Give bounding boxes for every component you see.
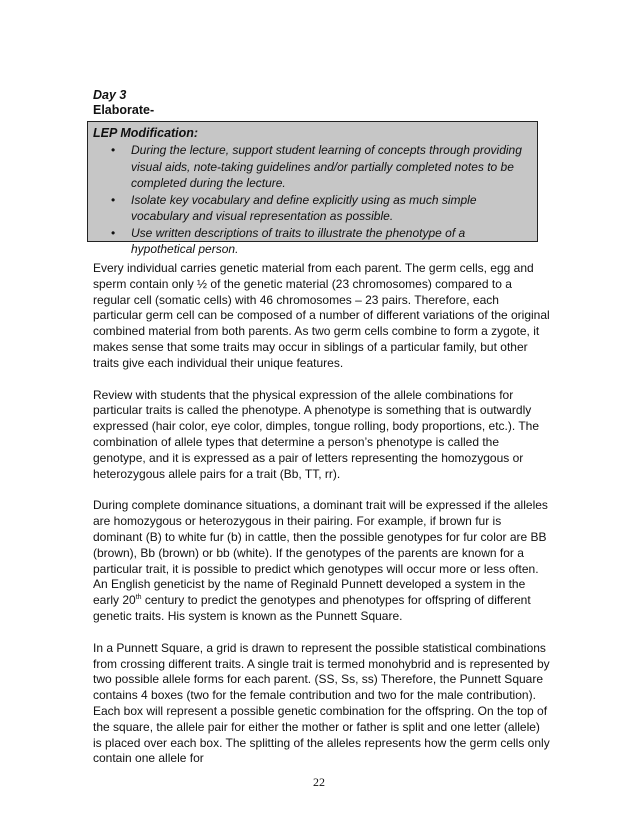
page-number: 22 xyxy=(313,775,325,789)
paragraph-phenotype: Review with students that the physical expression of the allele combinations for particular traits is called the phenotype. A phenotype is something that is outwardly expressed (hair color, eye color, dimples, tongue rolling, body proportions, etc.). The combination of allele types that determine a person’s phenotype is called the genotype, and it is expressed as a pair of letters representing the homozygous or heterozygous allele pairs for a trait (Bb, TT, rr). xyxy=(93,387,540,481)
lep-item xyxy=(93,142,531,192)
lep-item xyxy=(93,192,531,225)
bullet-icon: • xyxy=(111,143,116,157)
lep-list xyxy=(93,142,531,258)
ordinal-suffix: th xyxy=(135,594,142,602)
dominance-text: During complete dominance situations, a dominant trait will be expressed if the alleles are homozygous or heterozygous in their pairing. For example, if brown fur is dominant (B) to white fur (b) in cattle, then the possible genotypes for fur color are BB (brown), Bb (brown) or bb (white). If the genotypes of the parents are known for a particular trait, it is possible to predict which genotypes will occur more or less often. An English geneticist by the name of Reginald Punnett developed a system in the early 20 xyxy=(93,498,548,608)
paragraph-punnett: In a Punnett Square, a grid is drawn to represent the possible statistical combinations from crossing different traits. A single trait is termed monohybrid and is represented by two possible allele forms for each parent. (SS, Ss, ss) Therefore, the Punnett Square contains 4 boxes (two for the female contribution and two for the male contribution). Each box will represent a possible genetic combination for the offspring. On the top of the square, the allele pair for either the mother or father is split and one letter (allele) is placed over each box. The splitting of the alleles represents how the germ cells only contain one allele for xyxy=(93,640,550,766)
dominance-text-cont: century to predict the genotypes and phenotypes for offspring of different genetic traits. His system is known as the Punnett Square. xyxy=(93,593,531,623)
lep-item-text: Isolate key vocabulary and define explicitly using as much simple vocabulary and visual representation as possible. xyxy=(131,192,477,223)
bullet-icon: • xyxy=(111,225,116,240)
lep-item-text: During the lecture, support student learning of concepts through providing visual aids, note-taking guidelines and/or partially completed notes to be completed during the lecture. xyxy=(131,143,522,190)
lep-item-text: Use written descriptions of traits to illustrate the phenotype of a hypothetical person. xyxy=(131,225,466,256)
section-heading: Elaborate- xyxy=(93,103,155,117)
lep-title: LEP Modification: xyxy=(93,126,199,140)
day-heading: Day 3 xyxy=(93,88,127,102)
body-text xyxy=(93,261,551,783)
paragraph-germ-cells: Every individual carries genetic material from each parent. The germ cells, egg and sperm contain only ½ of the genetic material (23 chromosomes) compared to a regular cell (somatic cells) with 46 chromosomes – 23 pairs. Therefore, each particular germ cell can be composed of a number of different variations of the original combined material from both parents. As two germ cells combine to form a zygote, it makes sense that some traits may occur in siblings of a particular family, but other traits give each individual their unique features. xyxy=(93,261,550,370)
lep-modification-box xyxy=(87,121,538,256)
bullet-icon: • xyxy=(111,192,116,207)
paragraph-dominance xyxy=(93,498,551,624)
lep-item xyxy=(93,225,531,258)
